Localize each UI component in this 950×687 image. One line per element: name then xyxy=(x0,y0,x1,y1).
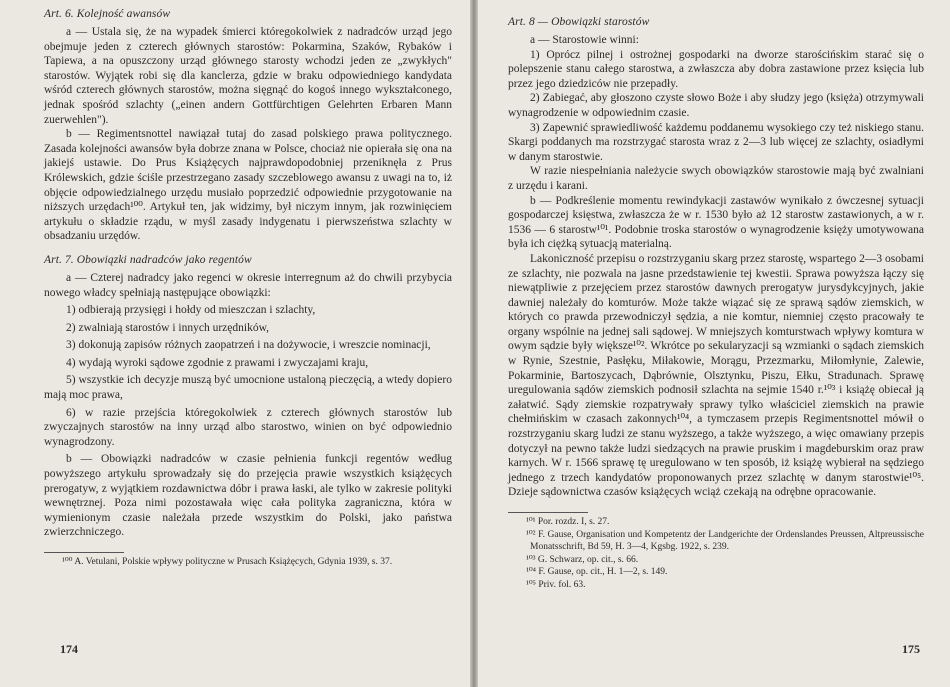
paragraph: a — Czterej nadradcy jako regenci w okresie interregnum aż do chwili przybycia nowego władcy spełniają następujące obowiązki: xyxy=(44,271,452,299)
footnote: ¹⁰³ G. Schwarz, op. cit., s. 66. xyxy=(526,554,639,565)
paragraph: b — Obowiązki nadradców w czasie pełnienia funkcji regentów według powyższego artykułu sprowadzały się do przejęcia prawie wszystkich książęcych prerogatyw, z wyjątkiem rozdawnictwa dóbr i prawa łaski, ale tylko w zakresie polityki wewnętrznej. Poza nimi pozostawała więc cała polityka zagraniczna, która w wymienionym czasie należała przede wszystkim do Polski, jako państwa zwierzchniczego. xyxy=(44,453,452,539)
list-item: 6) w razie przejścia któregokolwiek z czterech głównych starostów lub zwyczajnych starostów na inny urząd albo starostwo, winien on być odpowiednio wynagrodzony. xyxy=(44,406,452,448)
footnote-divider xyxy=(508,512,588,513)
list-item: 2) zwalniają starostów i innych urzędników, xyxy=(66,321,270,334)
paragraph: a — Starostowie winni: xyxy=(530,34,639,46)
list-item: 3) dokonują zapisów różnych zaopatrzeń i na dożywocie, i wreszcie nominacji, xyxy=(66,339,431,352)
page-number: 174 xyxy=(60,642,78,656)
footnote-divider xyxy=(44,552,124,553)
footnote: ¹⁰⁵ Priv. fol. 63. xyxy=(526,579,586,590)
paragraph: Lakoniczność przepisu o rozstrzyganiu skarg przez starostę, wspartego 2—3 osobami ze szlachty, nie pozwala na jasne przedstawienie tej kwestii. Sprawa powyższa łączy się niewątpliwie z przejęciem przez starostów dawnych prerogatyw jurysdykcyjnych, jakie dawniej należały do komturów. Może także wiązać się ze sprawą sądów ziemskich, w których co prawda przewodniczył sędzia, a nie komtur, niemniej często pracowały te organy wspólnie na jednej sali sądowej. W mniejszych komturstwach wpływy komtura w owym sądzie były większe¹⁰². Wkrótce po sekularyzacji są wzmianki o sądach ziemskich w Rynie, Szestnie, Pasłęku, Miłakowie, Morągu, Przezmarku, Miłomłynie, Zalewie, Pokarminie, Bartoszycach, Dąbrównie, Olsztynku, Piszu, Ełku, Stradunach. Sprawę uregulowania sądów ziemskich podnosił szlachta na sejmie 1540 r.¹⁰³ i książę obiecał ją załatwić. Sądy ziemskie rozpatrywały sprawy tylko właściciel ziemskich na prawie chełmińskim w czasach zakonnych¹⁰⁴, a tymczasem przepis Regimentsnottel mówił o rozstrzyganiu skarg ludzi ze stanu wyższego, a także wyższego, a więc omawiany przepis dotyczył na pewno także ludzi siedzących na prawie pruskim i magdeburskim oraz praw karnych. W r. 1566 sprawę tę uregulowano w ten sposób, iż książę wybierał na sędziego jednego z trzech kandydatów proponowanych przez szlachtę w danym starostwie¹⁰⁵. Dzieje sądownictwa czasów książęcych wciąż czekają na odrębne opracowanie. xyxy=(508,252,924,499)
paragraph: W razie niespełniania należycie swych obowiązków starostowie mają być zwalniani z urzędu i karani. xyxy=(508,165,924,192)
book-gutter xyxy=(470,0,478,687)
list-item: 1) odbierają przysięgi i hołdy od mieszczan i szlachty, xyxy=(66,304,316,317)
paragraph: b — Regimentsnottel nawiązał tutaj do zasad polskiego prawa politycznego. Zasada kolejności awansów była dobrze znana w Polsce, chociaż nie opierała się ona na jakiejś ustawie. Do Prus Książęcych najprawdopodobniej przeniknęła z Prus Królewskich, gdzie ściśle przestrzegano zasady szczeblowego awansu z uwagi na to, iż objęcie odpowiedzialnego urzędu musiało poprzedzić odpowiednie przygotowanie na niższych urzędach¹⁰⁰. Artykuł ten, jak widzimy, był niczym innym, jak rozwinięciem artykułu o składzie rządu, w myśl zasady indygenatu i pierwszeństwa szlachty w obsadzaniu urzędów. xyxy=(44,128,452,243)
footnote: ¹⁰² F. Gause, Organisation und Kompetentz der Landgerichte der Ordenslandes Preussen, Altpreussische Monatsschrift, Bd 59, H. 3—4, Kgsbg. 1922, s. 239. xyxy=(526,529,924,552)
page-left xyxy=(0,0,470,687)
article-heading: Art. 7. Obowiązki nadradców jako regentów xyxy=(44,253,252,266)
page-right xyxy=(478,0,950,687)
article-heading: Art. 6. Kolejność awansów xyxy=(44,8,171,20)
list-item: 5) wszystkie ich decyzje muszą być umocnione ustaloną pieczęcią, a wtedy dopiero mają moc prawa, xyxy=(44,374,452,402)
page-number: 175 xyxy=(902,642,920,656)
list-item: 4) wydają wyroki sądowe zgodnie z prawami i zwyczajami kraju, xyxy=(66,356,369,369)
list-item: 3) Zapewnić sprawiedliwość każdemu poddanemu wysokiego czy też niskiego stanu. Skargi poddanych ma rozstrzygać starosta wraz z 2—3 lub więcej ze szlachty, osiadłymi w danym starostwie. xyxy=(508,121,924,163)
list-item: 2) Zabiegać, aby głoszono czyste słowo Boże i aby słudzy jego (księża) otrzymywali wynagrodzenie w odpowiednim czasie. xyxy=(508,92,924,119)
footnote: ¹⁰⁰ A. Vetulani, Polskie wpływy polityczne w Prusach Książęcych, Gdynia 1939, s. 37. xyxy=(62,557,393,567)
list-item: 1) Oprócz pilnej i ostrożnej gospodarki na dworze starościńskim starać się o polepszenie stanu całego starostwa, a zwłaszcza aby dobra zastawione przez księcia lub przez jego dziedziców nie przepadły. xyxy=(508,48,924,90)
article-heading: Art. 8 — Obowiązki starostów xyxy=(508,16,650,28)
footnote: ¹⁰¹ Por. rozdz. I, s. 27. xyxy=(526,517,610,527)
footnote: ¹⁰⁴ F. Gause, op. cit., H. 1—2, s. 149. xyxy=(526,567,668,577)
paragraph: b — Podkreślenie momentu rewindykacji zastawów wynikało z ówczesnej sytuacji gospodarczej księstwa, zwłaszcza że w r. 1530 było aż 12 starostw zastawionych, a w r. 1536 — 6 starostw¹⁰¹. Podobnie troska starostów o wynagrodzenie księży umotywowana była ich ciężką sytuacją materialną. xyxy=(508,194,924,251)
paragraph: a — Ustala się, że na wypadek śmierci któregokolwiek z nadradców urząd jego obejmuje jeden z czterech głównych starostów: Pokarmina, Szaków, Rybaków i Tapiewa, a na opuszczony urząd głównego starosty wchodzi jeden ze „zwykłych" starostów. Wyjątek robi się dla kanclerza, gdzie w braku odpowiedniego kandydata wśród czterech głównych starostów, można sięgnąć do kogoś innego wykształconego, jednak spośród szlachty („einen andern Gottfürchtigen Gelehrten Erbaren Mann zuerwehlen"). xyxy=(44,26,452,126)
